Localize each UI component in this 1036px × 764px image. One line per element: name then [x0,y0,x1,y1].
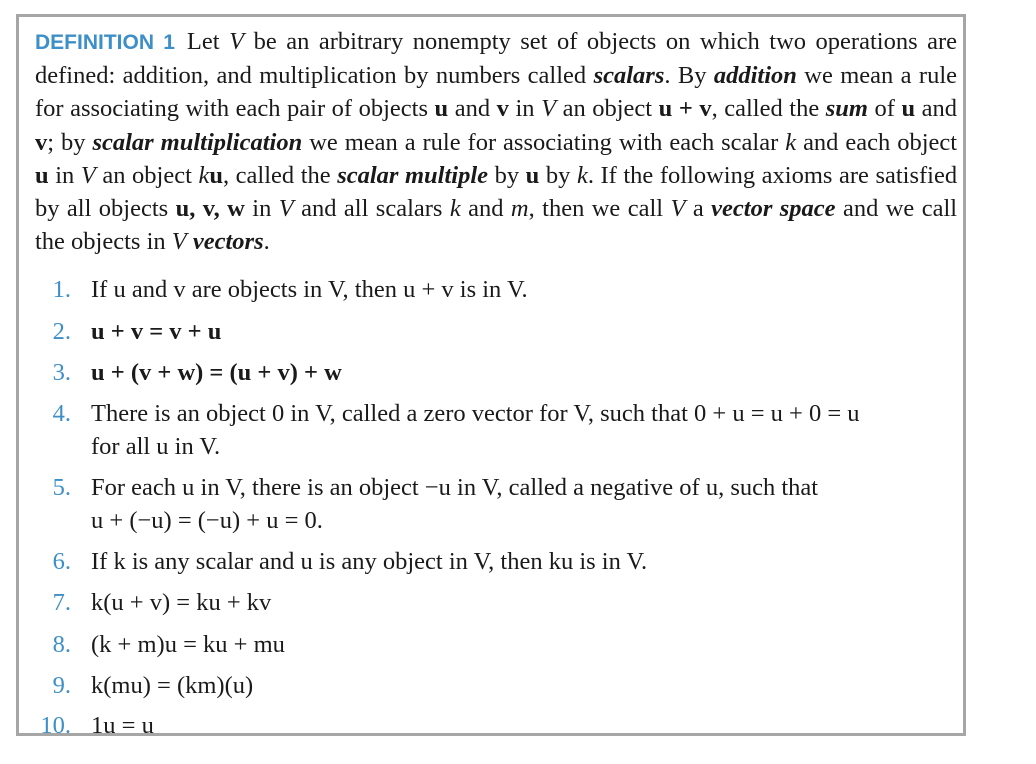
term-vectors: vectors [192,228,264,256]
axiom-number: 7. [52,589,71,616]
axiom-text: k(u + v) = ku + kv [91,589,272,616]
axiom-text: u + v = v + u [91,318,222,345]
definition-box [16,14,966,739]
axiom-text: For each u in V, there is an object −u in V, called a negative of u, such that u + (−u) = (−u) + u = 0. [91,474,819,534]
term-addition: addition [713,62,797,90]
term-scalar-multiple: scalar multiple [337,161,489,189]
axiom-number: 6. [52,548,71,575]
axiom-number: 4. [52,400,71,427]
term-sum: sum [825,95,868,123]
axiom-text: k(mu) = (km)(u) [91,672,254,699]
axiom-text: If u and v are objects in V, then u + v is in V. [91,276,528,303]
axiom-number: 3. [52,359,71,386]
term-vector-space: vector space [711,195,836,223]
axiom-text: 1u = u [91,712,154,739]
term-scalar-multiplication: scalar multiplication [92,128,303,156]
axiom-text: If k is any scalar and u is any object in V, then ku is in V. [91,548,648,575]
term-scalars: scalars [593,62,665,90]
definition-paragraph: DEFINITION 1 Let V be an arbitrary nonempty set of objects on which two operations are defined: addition, and multiplication by numbers called scalars. By addition we mean a rule for associating with each pair of objects u and v in V an object u + v, called the sum of u and v; by scalar multiplication we mean a rule for associating with each scalar k and each object u in V an object ku, called the scalar multiple by u by k. If the following axioms are satisfied by all objects u, v, w in V and all scalars k and m, then we call V a vector space and we call the objects in V vectors. [35,28,958,256]
axiom-text: u + (v + w) = (u + v) + w [91,359,342,386]
axiom-number: 8. [52,631,71,658]
axiom-number: 5. [52,474,71,501]
axiom-text: There is an object 0 in V, called a zero vector for V, such that 0 + u = u + 0 = u for all u in V. [91,400,860,460]
definition-content [35,25,958,739]
definition-label: DEFINITION 1 [35,31,175,54]
axiom-text: (k + m)u = ku + mu [91,631,285,658]
axiom-number: 1. [52,276,71,303]
axiom-number: 9. [52,672,71,699]
axiom-number: 10. [40,712,71,739]
axiom-number: 2. [52,318,71,345]
